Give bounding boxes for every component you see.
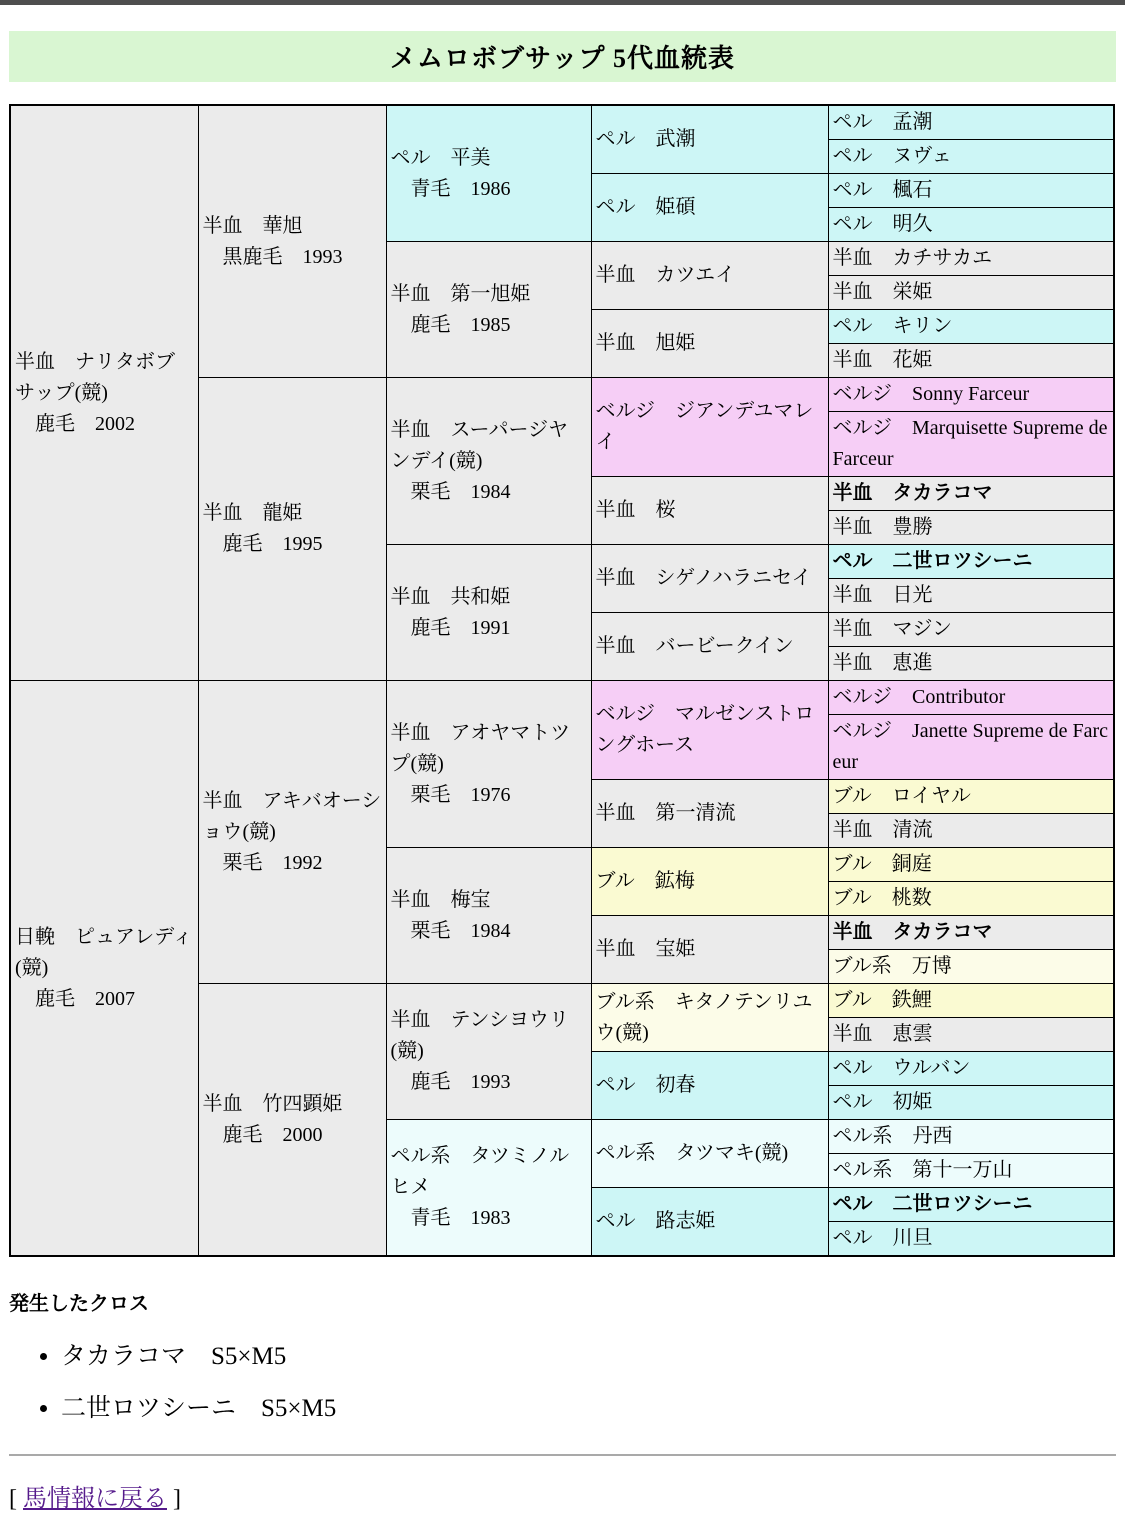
pedigree-cell: 半血 カチサカエ	[828, 242, 1114, 276]
pedigree-cell: ペル 姫碩	[591, 174, 828, 242]
pedigree-cell: ペル 平美 青毛 1986	[386, 105, 591, 242]
pedigree-cell: 半血 テンシヨウリ(競) 鹿毛 1993	[386, 984, 591, 1120]
pedigree-cell: ペル系 第十一万山	[828, 1154, 1114, 1188]
pedigree-cell: ペル 二世ロツシーニ	[828, 545, 1114, 579]
pedigree-cell: ベルジ Contributor	[828, 681, 1114, 715]
pedigree-cell: ブル ロイヤル	[828, 780, 1114, 814]
pedigree-cell: ブル 鉱梅	[591, 848, 828, 916]
pedigree-cell: ペル系 タツミノルヒメ 青毛 1983	[386, 1120, 591, 1257]
pedigree-cell: ペル系 タツマキ(競)	[591, 1120, 828, 1188]
back-bracket-close: ]	[167, 1486, 181, 1512]
top-bar	[0, 0, 1125, 5]
pedigree-cell: ベルジ Janette Supreme de Farceur	[828, 715, 1114, 780]
pedigree-cell: ペル 明久	[828, 208, 1114, 242]
divider	[9, 1454, 1116, 1456]
pedigree-cell: ペル 初姫	[828, 1086, 1114, 1120]
pedigree-cell: ペル 路志姫	[591, 1188, 828, 1257]
pedigree-cell: 半血 竹四顕姫 鹿毛 2000	[198, 984, 386, 1257]
page-title: メムロボブサップ 5代血統表	[9, 31, 1116, 82]
cross-heading: 発生したクロス	[9, 1293, 149, 1315]
pedigree-cell: ペル 武潮	[591, 105, 828, 174]
pedigree-cell: 半血 スーパージヤンデイ(競) 栗毛 1984	[386, 378, 591, 545]
pedigree-cell: 半血 第一清流	[591, 780, 828, 848]
back-line	[9, 1478, 1116, 1513]
pedigree-cell: 半血 龍姫 鹿毛 1995	[198, 378, 386, 681]
pedigree-cell: ブル 桃数	[828, 882, 1114, 916]
pedigree-cell: ペル ヌヴェ	[828, 140, 1114, 174]
pedigree-cell: 半血 アオヤマトツプ(競) 栗毛 1976	[386, 681, 591, 848]
pedigree-cell: 半血 共和姫 鹿毛 1991	[386, 545, 591, 681]
pedigree-cell: 半血 カツエイ	[591, 242, 828, 310]
pedigree-cell: 半血 シゲノハラニセイ	[591, 545, 828, 613]
pedigree-cell: 半血 旭姫	[591, 310, 828, 378]
pedigree-cell: 半血 梅宝 栗毛 1984	[386, 848, 591, 984]
back-link[interactable]: 馬情報に戻る	[23, 1486, 167, 1512]
cross-list	[9, 1336, 1116, 1424]
pedigree-cell: ペル 孟潮	[828, 105, 1114, 140]
pedigree-cell: 半血 恵雲	[828, 1018, 1114, 1052]
cross-item: • タカラコマ S5×M5	[61, 1336, 1116, 1372]
pedigree-cell: ペル 川旦	[828, 1222, 1114, 1257]
pedigree-cell: 半血 桜	[591, 477, 828, 545]
pedigree-cell: ベルジ Marquisette Supreme de Farceur	[828, 412, 1114, 477]
pedigree-cell: 半血 ナリタボブサップ(競) 鹿毛 2002	[10, 105, 198, 681]
pedigree-cell: 半血 宝姫	[591, 916, 828, 984]
pedigree-cell: 半血 華旭 黒鹿毛 1993	[198, 105, 386, 378]
pedigree-cell: ペル 二世ロツシーニ	[828, 1188, 1114, 1222]
pedigree-cell: 半血 アキバオーショウ(競) 栗毛 1992	[198, 681, 386, 984]
pedigree-cell: ペル系 丹西	[828, 1120, 1114, 1154]
pedigree-cell: ペル 楓石	[828, 174, 1114, 208]
pedigree-cell: 半血 バービークイン	[591, 613, 828, 681]
pedigree-cell: ブル系 万博	[828, 950, 1114, 984]
pedigree-cell: ベルジ ジアンデユマレイ	[591, 378, 828, 477]
pedigree-cell: ペル 初春	[591, 1052, 828, 1120]
pedigree-cell: ブル系 キタノテンリユウ(競)	[591, 984, 828, 1052]
pedigree-cell: ペル ウルバン	[828, 1052, 1114, 1086]
pedigree-table	[9, 104, 1115, 1257]
pedigree-cell: 半血 恵進	[828, 647, 1114, 681]
page-content	[0, 31, 1125, 1513]
pedigree-cell: 半血 タカラコマ	[828, 477, 1114, 511]
pedigree-cell: ベルジ Sonny Farceur	[828, 378, 1114, 412]
pedigree-cell: ベルジ マルゼンストロングホース	[591, 681, 828, 780]
pedigree-cell: ペル キリン	[828, 310, 1114, 344]
cross-item: • 二世ロツシーニ S5×M5	[61, 1388, 1116, 1424]
pedigree-cell: ブル 銅庭	[828, 848, 1114, 882]
pedigree-cell: 半血 清流	[828, 814, 1114, 848]
pedigree-cell: 半血 豊勝	[828, 511, 1114, 545]
pedigree-cell: 日輓 ピュアレディ(競) 鹿毛 2007	[10, 681, 198, 1257]
pedigree-cell: 半血 マジン	[828, 613, 1114, 647]
pedigree-cell: ブル 鉄鯉	[828, 984, 1114, 1018]
pedigree-cell: 半血 栄姫	[828, 276, 1114, 310]
pedigree-cell: 半血 日光	[828, 579, 1114, 613]
pedigree-cell: 半血 花姫	[828, 344, 1114, 378]
pedigree-cell: 半血 タカラコマ	[828, 916, 1114, 950]
pedigree-cell: 半血 第一旭姫 鹿毛 1985	[386, 242, 591, 378]
back-bracket-open: [	[9, 1486, 23, 1512]
